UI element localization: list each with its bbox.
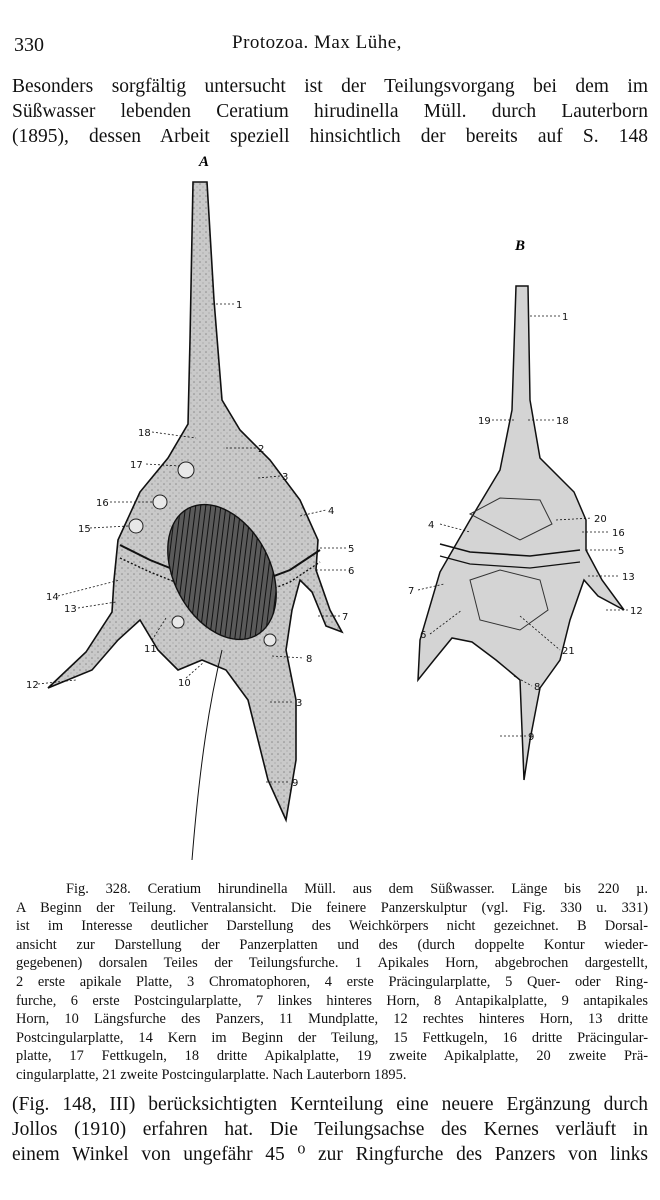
callout-a-17: 17 <box>130 460 143 471</box>
callout-b-18: 18 <box>556 416 569 427</box>
callout-b-7: 7 <box>408 586 415 597</box>
figure-caption <box>16 880 648 1085</box>
caption-line: ist im Interesse deutlicher Darstellung des Weichkörpers nicht gezeichnet. B Dorsal- <box>16 918 648 935</box>
caption-line: 2 erste apikale Platte, 3 Chromatophoren, 4 erste Präcingularplatte, 5 Quer- oder Ring- <box>16 973 648 990</box>
callout-b-12: 12 <box>630 606 643 617</box>
callout-a-16: 16 <box>96 498 109 509</box>
caption-line: Postcingularplatte, 14 Kern im Beginn der Teilung, 15 Fettkugeln, 16 dritte Präcingular- <box>16 1029 648 1046</box>
callout-b-4: 4 <box>428 520 435 531</box>
callout-b-20: 20 <box>594 514 607 525</box>
caption-line: platte, 17 Fettkugeln, 18 dritte Apikalplatte, 19 zweite Apikalplatte, 20 zweite Prä- <box>16 1048 648 1065</box>
callout-b-16: 16 <box>612 528 625 539</box>
figure-label-b: B <box>515 238 526 254</box>
figure-label-a: A <box>199 154 210 170</box>
callout-a-9: 9 <box>292 778 299 789</box>
callout-a-10: 10 <box>178 678 191 689</box>
callout-a-13: 13 <box>64 604 77 615</box>
callout-a-7: 7 <box>342 612 349 623</box>
caption-line: Horn, 10 Längsfurche des Panzers, 11 Mundplatte, 12 rechtes hinteres Horn, 13 dritte <box>16 1011 648 1028</box>
caption-line: A Beginn der Teilung. Ventralansicht. Die feinere Panzerskulptur (vgl. Fig. 330 u. 331) <box>16 899 648 916</box>
callout-a-1: 1 <box>236 300 243 311</box>
ceratium-ventral-view-a <box>48 154 342 860</box>
callout-b-9: 9 <box>528 732 535 743</box>
caption-line: cingularplatte, 21 zweite Postcingularplatte. Nach Lauterborn 1895. <box>16 1066 407 1083</box>
continuation-line: einem Winkel von ungefähr 45 ⁰ zur Ringfurche des Panzers von links <box>12 1144 648 1165</box>
callout-b-19: 19 <box>478 416 491 427</box>
intro-paragraph <box>12 74 648 149</box>
callout-a-3: 3 <box>282 472 289 483</box>
intro-line: (1895), dessen Arbeit speziell hinsichtlich der bereits auf S. 148 <box>12 126 648 147</box>
callout-a-4: 4 <box>328 506 335 517</box>
continuation-paragraph <box>12 1092 648 1167</box>
callout-a-2: 2 <box>258 444 265 455</box>
callout-a-3b: 3 <box>296 698 303 709</box>
callout-a-12: 12 <box>26 680 39 691</box>
callout-b-1: 1 <box>562 312 569 323</box>
page-number: 330 <box>14 34 44 56</box>
callout-b-8: 8 <box>534 682 541 693</box>
caption-line: furche, 6 erste Postcingularplatte, 7 linkes hinteres Horn, 8 Antapikalplatte, 9 antapikales <box>16 992 648 1009</box>
continuation-line: Jollos (1910) erfahren hat. Die Teilungsachse des Kernes verläuft in <box>12 1119 648 1140</box>
caption-line: ansicht zur Darstellung der Panzerplatten und des (durch doppelte Kontur wieder- <box>16 936 648 953</box>
callout-b-13: 13 <box>622 572 635 583</box>
callout-a-8: 8 <box>306 654 313 665</box>
callout-a-5: 5 <box>348 544 355 555</box>
callout-a-11: 11 <box>144 644 157 655</box>
callout-a-18: 18 <box>138 428 151 439</box>
continuation-line: (Fig. 148, III) berücksichtigten Kernteilung eine neuere Ergänzung durch <box>12 1094 648 1115</box>
ceratium-dorsal-view-b <box>418 238 624 780</box>
caption-line: Fig. 328. Ceratium hirundinella Müll. aus dem Süßwasser. Länge bis 220 µ. <box>66 881 648 897</box>
callout-b-5: 5 <box>618 546 625 557</box>
callout-a-15: 15 <box>78 524 91 535</box>
ceratium-illustration <box>0 140 660 880</box>
callout-a-6: 6 <box>348 566 355 577</box>
figure-328 <box>0 140 660 880</box>
callout-b-21: 21 <box>562 646 575 657</box>
callout-b-6: 6 <box>420 630 427 641</box>
caption-line: gegebenen) dorsalen Teiles der Teilungsfurche. 1 Apikales Horn, abgebrochen dargestellt, <box>16 955 648 972</box>
intro-line: Besonders sorgfältig untersucht ist der Teilungsvorgang bei dem im <box>12 76 648 97</box>
callout-a-14: 14 <box>46 592 59 603</box>
intro-line: Süßwasser lebenden Ceratium hirudinella Müll. durch Lauterborn <box>12 101 648 122</box>
running-head: Protozoa. Max Lühe, <box>232 32 402 53</box>
